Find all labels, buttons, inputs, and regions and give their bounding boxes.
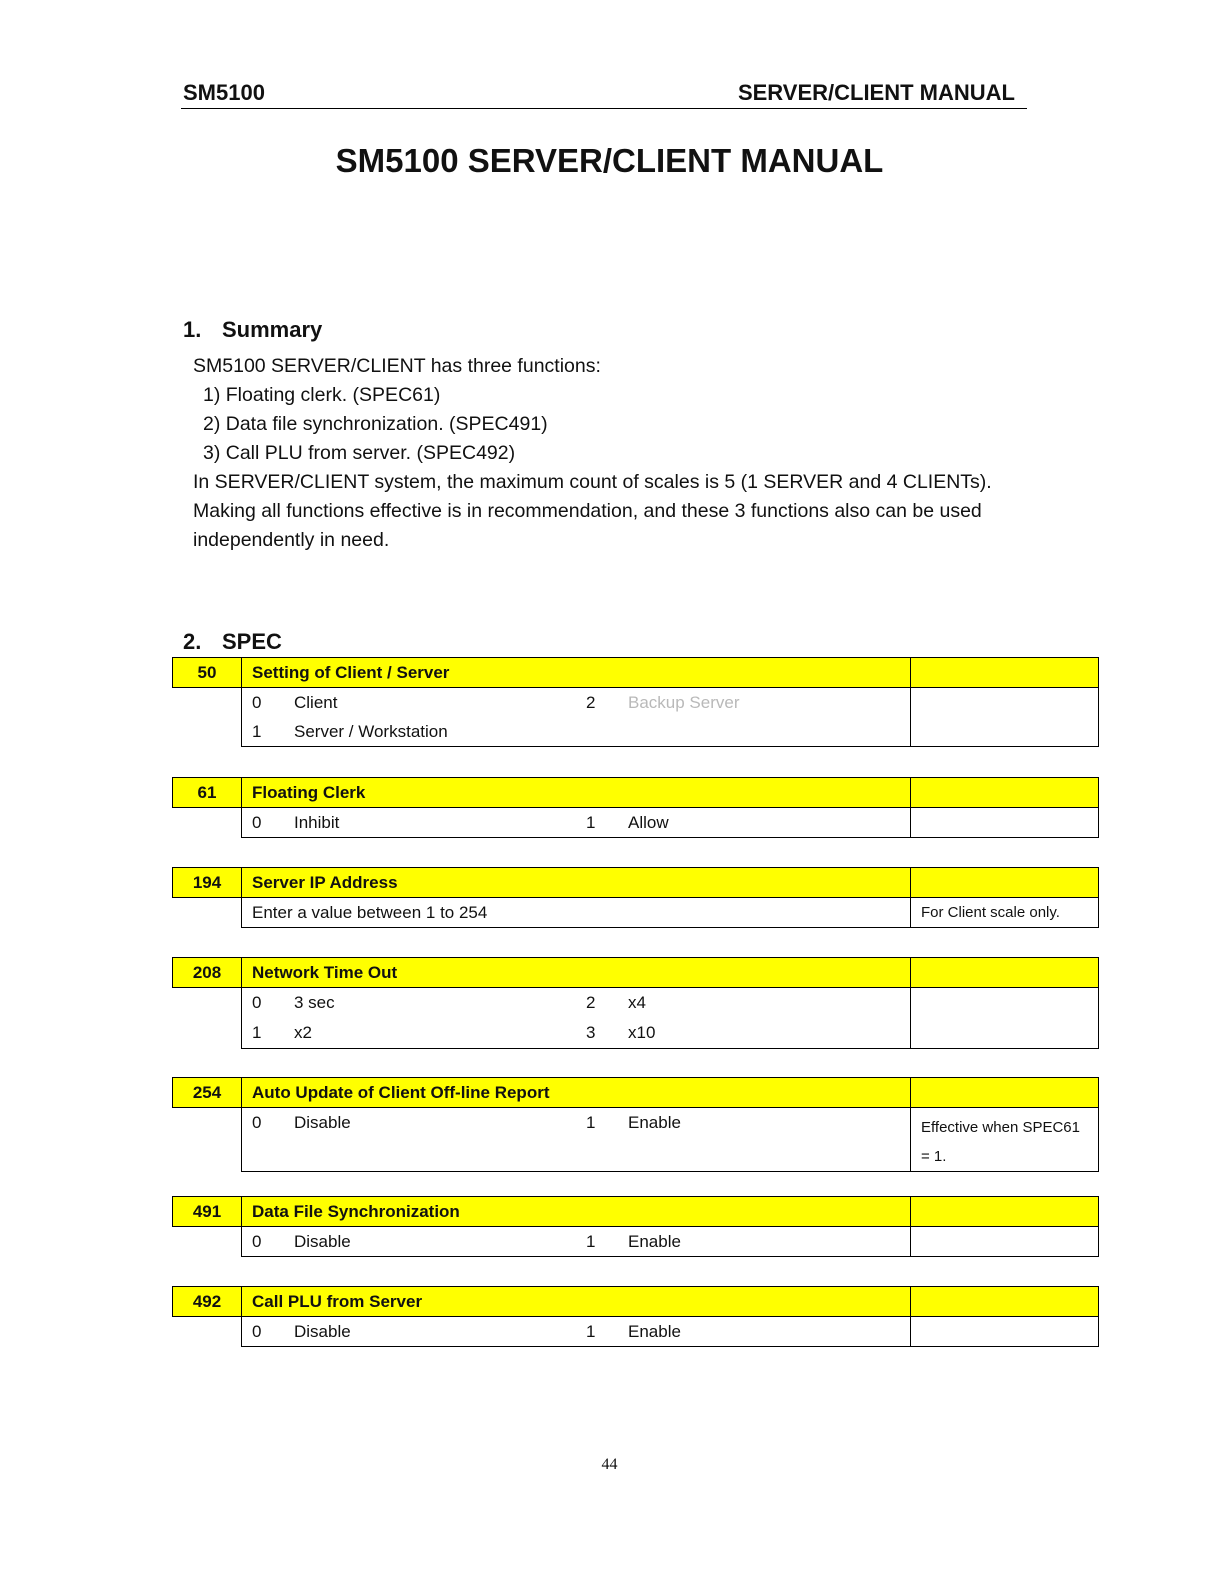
spec-note-header bbox=[911, 1197, 1099, 1227]
spec-table-254 bbox=[172, 1077, 1099, 1172]
spec-title: Data File Synchronization bbox=[242, 1197, 911, 1227]
spec-table-492 bbox=[172, 1286, 1099, 1347]
summary-line: Making all functions effective is in recommendation, and these 3 functions also can be used bbox=[193, 500, 982, 522]
summary-heading bbox=[183, 317, 322, 343]
spec-title: Call PLU from Server bbox=[242, 1287, 911, 1317]
summary-line: independently in need. bbox=[193, 529, 390, 551]
spec-note-header bbox=[911, 958, 1099, 988]
spec-heading bbox=[183, 629, 282, 655]
spec-table-208 bbox=[172, 957, 1099, 1049]
spec-note-header bbox=[911, 1078, 1099, 1108]
spec-table-194 bbox=[172, 867, 1099, 928]
spec-option: 1 x2 bbox=[252, 1023, 312, 1042]
spec-table-50 bbox=[172, 657, 1099, 747]
spec-option: 1 Enable bbox=[586, 1113, 681, 1132]
spec-title: Auto Update of Client Off-line Report bbox=[242, 1078, 911, 1108]
spec-note bbox=[911, 1317, 1099, 1347]
header-model: SM5100 bbox=[183, 80, 265, 105]
spec-note bbox=[911, 1227, 1099, 1257]
spec-description: Enter a value between 1 to 254 bbox=[252, 903, 488, 922]
spec-number: 50 bbox=[173, 658, 242, 688]
summary-body bbox=[193, 352, 992, 555]
spec-note: For Client scale only. bbox=[911, 898, 1099, 928]
spec-note-header bbox=[911, 1287, 1099, 1317]
spec-section-title: SPEC bbox=[222, 629, 282, 654]
spec-note bbox=[911, 808, 1099, 838]
spec-option: 1 Enable bbox=[586, 1232, 681, 1251]
spec-option: 1 Server / Workstation bbox=[252, 722, 448, 741]
document-title: SM5100 SERVER/CLIENT MANUAL bbox=[335, 142, 884, 179]
spec-table-61 bbox=[172, 777, 1099, 838]
summary-intro: SM5100 SERVER/CLIENT has three functions: bbox=[193, 355, 601, 377]
spec-option: 0 Client bbox=[252, 693, 338, 712]
spec-table-491 bbox=[172, 1196, 1099, 1257]
spec-option: 0 Disable bbox=[252, 1322, 351, 1341]
spec-title: Server IP Address bbox=[242, 868, 911, 898]
spec-note-header bbox=[911, 868, 1099, 898]
spec-note bbox=[911, 988, 1099, 1049]
spec-option-muted: 2 Backup Server bbox=[586, 693, 740, 712]
spec-note: Effective when SPEC61 = 1. bbox=[911, 1108, 1099, 1172]
spec-option: 0 Inhibit bbox=[252, 813, 340, 832]
spec-note bbox=[911, 688, 1099, 747]
summary-item: 3) Call PLU from server. (SPEC492) bbox=[203, 442, 516, 464]
summary-item: 1) Floating clerk. (SPEC61) bbox=[203, 384, 441, 406]
spec-number: 491 bbox=[173, 1197, 242, 1227]
page-header bbox=[181, 78, 1027, 109]
summary-line: In SERVER/CLIENT system, the maximum count of scales is 5 (1 SERVER and 4 CLIENTs). bbox=[193, 471, 992, 493]
summary-item: 2) Data file synchronization. (SPEC491) bbox=[203, 413, 548, 435]
spec-option: 1 Enable bbox=[586, 1322, 681, 1341]
spec-section-number: 2. bbox=[183, 629, 202, 654]
spec-title: Network Time Out bbox=[242, 958, 911, 988]
spec-number: 194 bbox=[173, 868, 242, 898]
spec-option: 1 Allow bbox=[586, 813, 669, 832]
spec-note-header bbox=[911, 658, 1099, 688]
header-manual-title: SERVER/CLIENT MANUAL bbox=[737, 80, 1015, 105]
page-number: 44 bbox=[601, 1456, 618, 1473]
spec-number: 492 bbox=[173, 1287, 242, 1317]
spec-option: 0 Disable bbox=[252, 1232, 351, 1251]
spec-number: 254 bbox=[173, 1078, 242, 1108]
spec-option: 3 x10 bbox=[586, 1023, 656, 1042]
spec-title: Setting of Client / Server bbox=[242, 658, 911, 688]
spec-option: 0 Disable bbox=[252, 1113, 351, 1132]
summary-title: Summary bbox=[222, 317, 323, 342]
spec-option: 0 3 sec bbox=[252, 993, 335, 1012]
summary-number: 1. bbox=[183, 317, 202, 342]
spec-note-header bbox=[911, 778, 1099, 808]
spec-option: 2 x4 bbox=[586, 993, 646, 1012]
spec-title: Floating Clerk bbox=[242, 778, 911, 808]
spec-number: 61 bbox=[173, 778, 242, 808]
spec-number: 208 bbox=[173, 958, 242, 988]
